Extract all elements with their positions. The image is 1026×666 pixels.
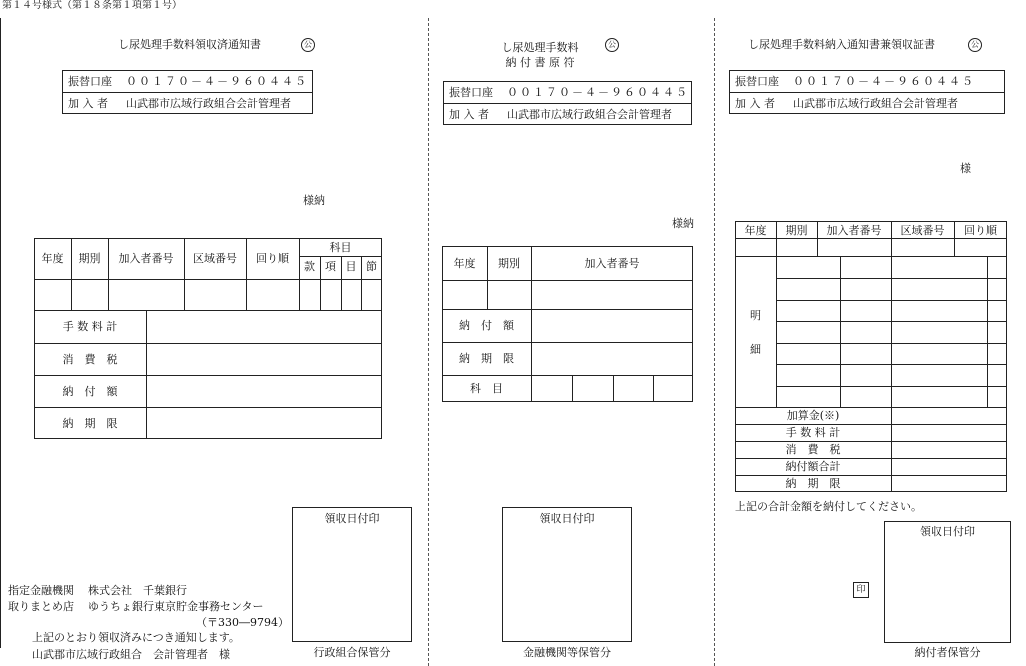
left-receipt-label: 領収日付印 [324, 512, 380, 525]
left-col-moku: 目 [345, 260, 357, 273]
mid-account-number: ００１７０－４－９６０４４５ [507, 86, 689, 99]
mid-row-kamoku: 科 目 [470, 382, 503, 395]
left-edge [0, 18, 1, 648]
left-row-due: 納 期 限 [62, 417, 118, 430]
mid-col-member-no: 加入者番号 [584, 257, 640, 270]
left-col-kan: 款 [304, 260, 315, 273]
right-account-number: ００１７０－４－９６０４４５ [793, 75, 975, 88]
right-receipt-box [884, 521, 1011, 643]
left-col-kamoku: 科目 [329, 241, 352, 254]
left-col-area-no: 区域番号 [193, 252, 237, 265]
left-member-name: 山武郡市広域行政組合会計管理者 [126, 97, 291, 110]
cut-line-1 [428, 18, 429, 666]
form-number: 第１４号様式（第１８条第１項第１号） [2, 0, 182, 11]
mid-receipt-box [502, 507, 632, 642]
right-col-area-no: 区域番号 [900, 224, 945, 237]
left-col-year: 年度 [41, 252, 64, 265]
mid-title-2: 納 付 書 原 符 [505, 56, 575, 69]
right-account-label: 振替口座 [735, 75, 779, 88]
right-member-label: 加 入 者 [735, 97, 775, 110]
left-row-fee-total: 手 数 料 計 [62, 320, 118, 333]
left-account-number: ００１７０－４－９６０４４５ [126, 75, 308, 88]
notice-text: 上記のとおり領収済みにつき通知します。 [32, 631, 240, 644]
mid-row-amount: 納 付 額 [459, 319, 514, 332]
collect-label: 取りまとめ店 [8, 600, 74, 613]
public-stamp-icon: 公 [605, 38, 619, 52]
mid-col-period: 期別 [498, 257, 520, 270]
right-row-fee-total: 手 数 料 計 [785, 426, 841, 439]
right-col-year: 年度 [744, 224, 767, 237]
right-note: 上記の合計金額を納付してください。 [735, 500, 922, 513]
right-receipt-label: 領収日付印 [920, 525, 975, 538]
bank-label: 指定金融機関 [8, 584, 74, 597]
right-sama: 様 [960, 162, 971, 175]
left-account-label: 振替口座 [68, 75, 112, 88]
mid-member-label: 加 入 者 [449, 108, 489, 121]
left-sama-osame: 様納 [303, 194, 325, 207]
right-keep-label: 納付者保管分 [914, 646, 981, 659]
manager-text: 山武郡市広域行政組合 会計管理者 様 [32, 648, 230, 661]
right-col-member-no: 加入者番号 [826, 224, 882, 237]
mid-keep-label: 金融機関等保管分 [523, 646, 611, 659]
bank-name: 株式会社 千葉銀行 [88, 584, 187, 597]
left-member-label: 加 入 者 [68, 97, 108, 110]
left-receipt-box [292, 507, 412, 642]
mid-member-name: 山武郡市広域行政組合会計管理者 [507, 108, 672, 121]
mid-row-due: 納 期 限 [459, 352, 514, 365]
left-row-tax: 消 費 税 [62, 353, 118, 366]
seal-icon: 印 [853, 582, 869, 598]
mid-sama-osame: 様納 [672, 217, 694, 230]
right-detail-b: 細 [750, 343, 761, 356]
right-col-period: 期別 [785, 224, 808, 237]
left-row-amount: 納 付 額 [62, 385, 118, 398]
cut-line-2 [714, 18, 715, 666]
mid-title-1: し尿処理手数料 [501, 41, 579, 54]
left-col-member-no: 加入者番号 [118, 252, 174, 265]
left-col-route: 回り順 [256, 252, 289, 265]
collect-name: ゆうちょ銀行東京貯金事務センター [88, 600, 264, 613]
postal-code: （〒330―9794） [196, 616, 289, 629]
left-title: し尿処理手数料領収済通知書 [118, 38, 261, 51]
right-row-due: 納 期 限 [785, 477, 841, 490]
right-detail-a: 明 [750, 309, 761, 322]
left-col-kou: 項 [325, 260, 336, 273]
mid-col-year: 年度 [453, 257, 476, 270]
public-stamp-icon: 公 [968, 38, 982, 52]
right-row-surcharge: 加算金(※) [786, 409, 840, 422]
right-title: し尿処理手数料納入通知書兼領収証書 [748, 38, 935, 51]
right-member-name: 山武郡市広域行政組合会計管理者 [793, 97, 958, 110]
left-keep-label: 行政組合保管分 [313, 646, 391, 659]
public-stamp-icon: 公 [301, 38, 315, 52]
left-col-setsu: 節 [366, 260, 377, 273]
right-row-total: 納付額合計 [785, 460, 841, 473]
mid-receipt-label: 領収日付印 [539, 512, 595, 525]
right-row-tax: 消 費 税 [785, 443, 841, 456]
right-col-route: 回り順 [964, 224, 997, 237]
mid-account-label: 振替口座 [449, 86, 493, 99]
left-col-period: 期別 [78, 252, 101, 265]
